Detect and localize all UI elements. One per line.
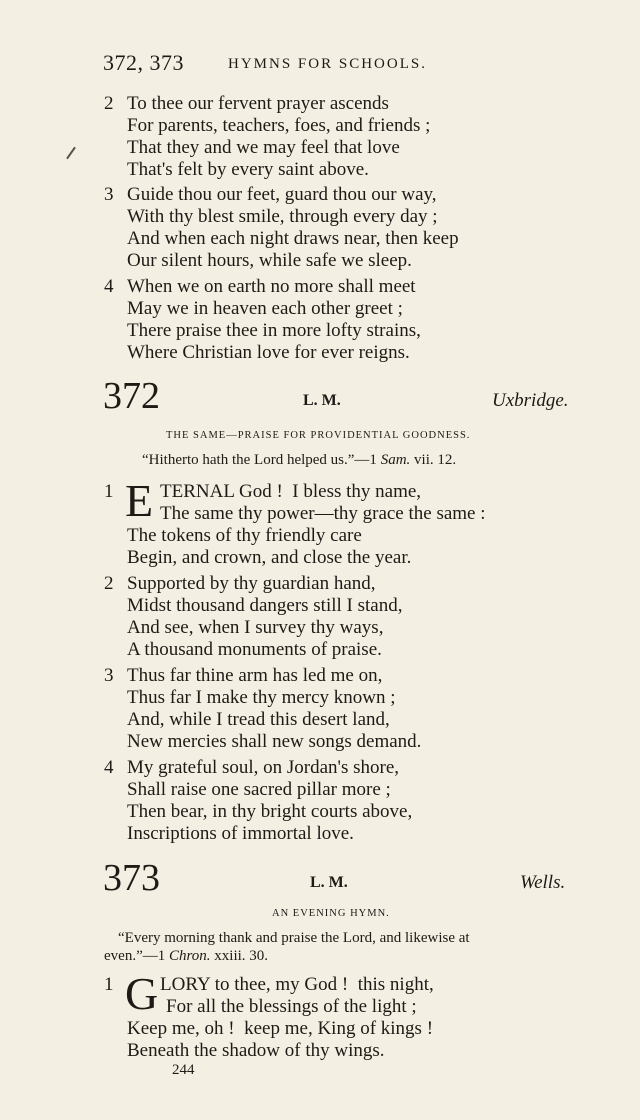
verse-line: And, while I tread this desert land, [127,709,390,730]
hymn-epigraph: “Hitherto hath the Lord helped us.”—1 Sam. vii. 12. [142,452,457,468]
verse-line: Where Christian love for ever reigns. [127,342,410,363]
verse-line: There praise thee in more lofty strains, [127,320,421,341]
drop-cap: E [125,475,154,526]
verse-number: 2 [104,573,114,594]
verse-line: That they and we may feel that love [127,137,400,158]
hymn-meter: L. M. [310,874,348,891]
verse-line: Guide thou our feet, guard thou our way, [127,184,437,205]
hymn-tune: Wells. [520,872,566,893]
verse-line: Thus far thine arm has led me on, [127,665,383,686]
verse-line: To thee our fervent prayer ascends [127,93,389,114]
verse-line: With thy blest smile, through every day ; [127,206,438,227]
verse-number: 1 [104,974,114,995]
hymn-meter: L. M. [303,392,341,409]
verse-line: Supported by thy guardian hand, [127,573,376,594]
hymn-subtitle: THE SAME—PRAISE FOR PROVIDENTIAL GOODNESS. [166,430,471,441]
verse-line: For parents, teachers, foes, and friends ; [127,115,431,136]
verse-line: When we on earth no more shall meet [127,276,416,297]
verse-number: 3 [104,184,114,205]
verse-number: 3 [104,665,114,686]
verse-line: May we in heaven each other greet ; [127,298,403,319]
verse-line: And see, when I survey thy ways, [127,617,384,638]
verse-line: The same thy power—thy grace the same : [160,503,486,524]
verse-line: LORY to thee, my God ! this night, [160,974,434,995]
verse-number: 4 [104,757,114,778]
drop-cap: G [125,968,159,1019]
header-title: HYMNS FOR SCHOOLS. [228,56,427,72]
verse-line: Our silent hours, while safe we sleep. [127,250,412,271]
verse-line: Midst thousand dangers still I stand, [127,595,403,616]
margin-pencil-mark [66,147,76,160]
verse-line: Then bear, in thy bright courts above, [127,801,413,822]
verse-line: And when each night draws near, then keep [127,228,459,249]
verse-line: Shall raise one sacred pillar more ; [127,779,391,800]
verse-line: TERNAL God ! I bless thy name, [160,481,422,502]
verse-line: Begin, and crown, and close the year. [127,547,412,568]
verse-line: Beneath the shadow of thy wings. [127,1040,385,1061]
verse-line: My grateful soul, on Jordan's shore, [127,757,400,778]
verse-line: A thousand monuments of praise. [127,639,382,660]
hymn-tune: Uxbridge. [492,390,569,411]
hymn-epigraph-line-1: “Every morning thank and praise the Lord, and likewise at [118,930,470,946]
header-hymn-range: 372, 373 [103,50,184,75]
verse-line: That's felt by every saint above. [127,159,369,180]
verse-line: The tokens of thy friendly care [127,525,362,546]
hymn-number: 372 [103,375,160,417]
verse-line: Inscriptions of immortal love. [127,823,354,844]
verse-line: Keep me, oh ! keep me, King of kings ! [127,1018,434,1039]
hymn-number: 373 [103,857,160,899]
verse-line: For all the blessings of the light ; [166,996,417,1017]
verse-line: New mercies shall new songs demand. [127,731,422,752]
verse-number: 4 [104,276,114,297]
page-number: 244 [172,1062,195,1078]
verse-number: 1 [104,481,114,502]
verse-number: 2 [104,93,114,114]
hymn-subtitle: AN EVENING HYMN. [272,908,390,919]
verse-line: Thus far I make thy mercy known ; [127,687,396,708]
hymn-epigraph-line-2: even.”—1 Chron. xxiii. 30. [104,948,269,964]
